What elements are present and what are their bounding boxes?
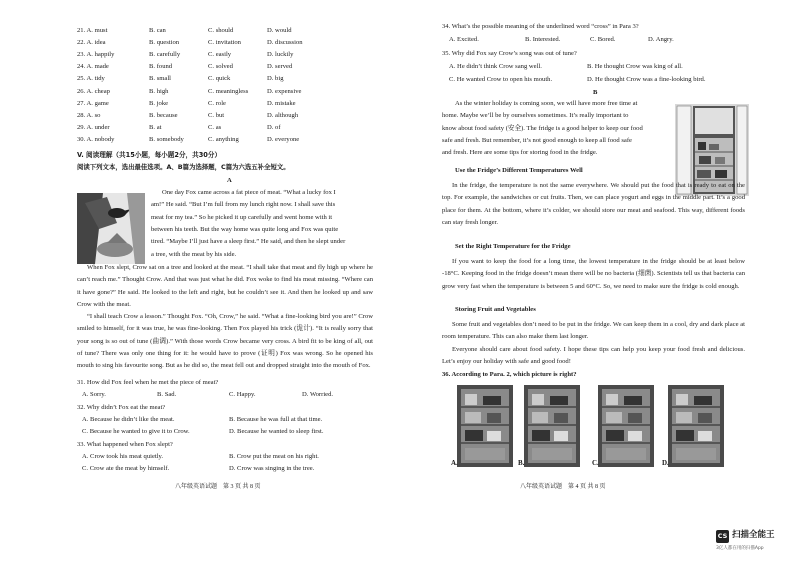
q32-option-c[interactable]: C. Because he wanted to give it to Crow. bbox=[82, 428, 190, 435]
q35-option-c[interactable]: C. He wanted Crow to open his mouth. bbox=[449, 76, 553, 83]
passage-a-line: am!” He said. “But I’m full from my lunch right now. I shall save this bbox=[151, 201, 336, 209]
mc-question-option-a[interactable]: 24. A. made bbox=[77, 63, 109, 71]
mc-option-c[interactable]: C. but bbox=[208, 111, 225, 119]
mc-question-option-a[interactable]: 30. A. nobody bbox=[77, 135, 115, 143]
fridge-picture-label: D. bbox=[662, 459, 669, 467]
heading-fruit-vegetables: Storing Fruit and Vegetables bbox=[455, 306, 536, 313]
q34-option-d[interactable]: D. Angry. bbox=[648, 36, 674, 43]
mc-option-b[interactable]: B. small bbox=[149, 75, 171, 83]
passage-a-paragraph-2: When Fox slept, Crow sat on a tree and looked at the meat. “I shall take that meat and fly high up where he can’t reach me.” Thought Crow. And that was just what he did. Fox woke to find his meat missing. “Where can it have gone?” He said. He looked to the left and right, but he couldn’t see it. And then he looked up and saw Crow with the meat. bbox=[77, 264, 373, 308]
passage-a-line: meat for my tea.” So he picked it up carefully and went home with it bbox=[151, 213, 333, 221]
question-31: 31. How did Fox feel when he met the piece of meat? bbox=[77, 379, 219, 386]
mc-option-b[interactable]: B. at bbox=[149, 123, 162, 131]
passage-a-line: tired. “Maybe I’ll just have a sleep first.” He said, and then he slept under bbox=[151, 238, 346, 246]
section-title: V. 阅读理解（共15小题，每小题2分，共30分） bbox=[77, 151, 222, 159]
mc-option-d[interactable]: D. served bbox=[267, 63, 293, 71]
q35-option-b[interactable]: B. He thought Crow was king of all. bbox=[587, 63, 683, 70]
fridge-picture-label: A. bbox=[451, 459, 458, 467]
question-35: 35. Why did Fox say Crow’s song was out of tune? bbox=[442, 50, 577, 57]
mc-option-b[interactable]: B. joke bbox=[149, 99, 169, 107]
q33-option-b[interactable]: B. Crow put the meat on his right. bbox=[229, 453, 319, 460]
passage-b-intro-line: home. Maybe we’ll be by ourselves sometimes. It’s really important to bbox=[442, 112, 629, 120]
mc-option-d[interactable]: D. would bbox=[267, 27, 292, 34]
fridge-picture-d[interactable] bbox=[668, 385, 724, 467]
watermark-subtitle: 3亿人都在用的扫描App bbox=[716, 546, 764, 551]
q34-option-a[interactable]: A. Excited. bbox=[449, 36, 479, 43]
q33-option-a[interactable]: A. Crow took his meat quietly. bbox=[82, 453, 164, 460]
mc-option-b[interactable]: B. question bbox=[149, 39, 180, 47]
mc-question-option-a[interactable]: 25. A. tidy bbox=[77, 75, 105, 83]
camscanner-logo-icon: CS bbox=[716, 530, 729, 543]
fridge-picture-label: C. bbox=[592, 459, 599, 467]
right-page bbox=[397, 0, 794, 561]
q32-option-d[interactable]: D. Because he wanted to sleep first. bbox=[229, 428, 324, 435]
passage-a-line: between his teeth. But the way home was quite long and Fox was quite bbox=[151, 225, 339, 233]
question-32: 32. Why didn’t Fox eat the meat? bbox=[77, 404, 166, 411]
q31-option-b[interactable]: B. Sad. bbox=[157, 391, 177, 398]
passage-b-intro-line: and fresh. Here are some tips for storing food in the fridge. bbox=[442, 149, 598, 157]
mc-option-c[interactable]: C. should bbox=[208, 27, 234, 34]
heading-set-temperature: Set the Right Temperature for the Fridge bbox=[455, 243, 571, 250]
mc-option-d[interactable]: D. discussion bbox=[267, 39, 303, 47]
passage-b-paragraph-3: If you want to keep the food for a long time, the lowest temperature in the fridge should be at least below -18°C. Keeping food in the fridge doesn’t mean there will be no bacteria (细菌). Scientists tell us that bacteria can grow very fast when the temperature is between 5 and 60°C. So, we need to make sure the fridge is cold enough. bbox=[442, 258, 745, 290]
q35-option-d[interactable]: D. He thought Crow was a fine-looking bird. bbox=[587, 76, 706, 83]
mc-option-d[interactable]: D. big bbox=[267, 75, 284, 83]
mc-option-c[interactable]: C. easily bbox=[208, 51, 232, 59]
mc-option-c[interactable]: C. quick bbox=[208, 75, 231, 83]
mc-question-option-a[interactable]: 23. A. happily bbox=[77, 51, 115, 59]
watermark-title: 扫描全能王 bbox=[732, 530, 775, 540]
passage-b-paragraph-2: In the fridge, the temperature is not the same everywhere. We should put the food that is ready to eat on the top. For example, the sandwiches or cut fruits. Then, we can place yogurt and eggs in the middle part. It’s a good place for them. At the bottom, where it’s colder, we should store our meat and seafood. This way, different foods can stay fresh longer. bbox=[442, 182, 745, 226]
mc-question-option-a[interactable]: 26. A. cheap bbox=[77, 87, 110, 95]
mc-option-d[interactable]: D. of bbox=[267, 123, 281, 131]
mc-option-b[interactable]: B. somebody bbox=[149, 135, 184, 143]
passage-b-paragraph-5: Everyone should care about food safety. I hope these tips can help you keep your food fresh and delicious. Let’s enjoy our holiday with safe and good food! bbox=[442, 346, 745, 366]
fox-crow-illustration bbox=[77, 193, 145, 264]
question-36: 36. According to Para. 2, which picture is right? bbox=[442, 371, 577, 378]
section-instructions: 阅读下列文本，选出最佳选项。A、B篇为选择题，C篇为六选五补全短文。 bbox=[77, 163, 290, 171]
q32-option-a[interactable]: A. Because he didn’t like the meat. bbox=[82, 416, 175, 423]
mc-option-c[interactable]: C. solved bbox=[208, 63, 233, 71]
mc-option-c[interactable]: C. role bbox=[208, 99, 226, 107]
fridge-picture-c[interactable] bbox=[598, 385, 654, 467]
q33-option-c[interactable]: C. Crow ate the meat by himself. bbox=[82, 465, 170, 472]
q31-option-c[interactable]: C. Happy. bbox=[229, 391, 256, 398]
passage-b-paragraph-4: Some fruit and vegetables don’t need to be put in the fridge. We can keep them in a cool, dry and dark place at room temperature. This can also make them last longer. bbox=[442, 321, 745, 341]
q32-option-b[interactable]: B. Because he was full at that time. bbox=[229, 416, 323, 423]
mc-option-d[interactable]: D. expensive bbox=[267, 87, 302, 95]
passage-b-intro-line: As the winter holiday is coming soon, we will have more free time at bbox=[455, 100, 638, 107]
page-footer-right: 八年级英语试题 第 4 页 共 8 页 bbox=[520, 484, 606, 490]
q33-option-d[interactable]: D. Crow was singing in the tree. bbox=[229, 465, 315, 472]
mc-option-d[interactable]: D. luckily bbox=[267, 51, 294, 59]
question-34: 34. What’s the possible meaning of the underlined word “cross” in Para 3? bbox=[442, 23, 639, 30]
q31-option-a[interactable]: A. Sorry. bbox=[82, 391, 106, 398]
passage-b-intro-line: safe and fresh. But remember, it’s not good enough to keep all food safe bbox=[442, 136, 632, 144]
q31-option-d[interactable]: D. Worried. bbox=[302, 391, 334, 398]
passage-a-line: a tree, with the meat by his side. bbox=[151, 250, 237, 258]
mc-option-b[interactable]: B. high bbox=[149, 87, 169, 95]
q35-option-a[interactable]: A. He didn’t think Crow sang well. bbox=[449, 63, 542, 70]
q34-option-c[interactable]: C. Bored. bbox=[590, 36, 616, 43]
heading-temperatures: Use the Fridge’s Different Temperatures Well bbox=[455, 167, 583, 174]
mc-option-c[interactable]: C. as bbox=[208, 123, 222, 131]
page-footer-left: 八年级英语试题 第 3 页 共 8 页 bbox=[175, 484, 261, 490]
passage-b-letter: B bbox=[593, 89, 598, 96]
mc-option-b[interactable]: B. because bbox=[149, 111, 178, 119]
q34-option-b[interactable]: B. Interested. bbox=[525, 36, 561, 43]
passage-a-paragraph-3: “I shall teach Crow a lesson.” Thought Fox. “Oh, Crow,” he said. “What a fine-looking bird you are!” Crow smiled to himself, for it was true, he was fine-looking. Then Fox played his trick (诡计). “It is really sorry that your song is so out of tune (曲调).” With those words Crow became very cross. A bird fit to be king of all, out of tune? There was only one thing for it: he would have to prove (证明) Fox was wrong. So he opened his mouth to sing his favourite song. But as he did so, the meat fell out and dropped straight into the mouth of Fox. bbox=[77, 313, 373, 370]
fridge-picture-a[interactable] bbox=[457, 385, 513, 467]
question-33: 33. What happened when Fox slept? bbox=[77, 441, 173, 448]
mc-option-c[interactable]: C. meaningless bbox=[208, 87, 249, 95]
mc-question-option-a[interactable]: 29. A. under bbox=[77, 123, 110, 131]
passage-a-line: One day Fox came across a fat piece of meat. “What a lucky fox I bbox=[162, 189, 336, 196]
mc-question-option-a[interactable]: 27. A. game bbox=[77, 99, 109, 107]
mc-option-b[interactable]: B. carefully bbox=[149, 51, 181, 59]
mc-option-c[interactable]: C. invitation bbox=[208, 39, 241, 47]
fridge-picture-label: B. bbox=[518, 459, 525, 467]
fridge-picture-b[interactable] bbox=[524, 385, 580, 467]
mc-option-d[interactable]: D. mistake bbox=[267, 99, 296, 107]
mc-question-option-a[interactable]: 28. A. so bbox=[77, 111, 101, 119]
mc-option-b[interactable]: B. found bbox=[149, 63, 173, 71]
mc-question-option-a[interactable]: 21. A. must bbox=[77, 27, 108, 34]
passage-b-intro-line: know about food safety (安全). The fridge is a good helper to keep our food bbox=[442, 124, 643, 132]
mc-option-d[interactable]: D. everyone bbox=[267, 135, 300, 143]
mc-question-option-a[interactable]: 22. A. idea bbox=[77, 39, 106, 47]
mc-option-b[interactable]: B. can bbox=[149, 27, 166, 34]
mc-option-c[interactable]: C. anything bbox=[208, 135, 239, 143]
passage-letter: A bbox=[227, 177, 232, 184]
mc-option-d[interactable]: D. although bbox=[267, 111, 299, 119]
